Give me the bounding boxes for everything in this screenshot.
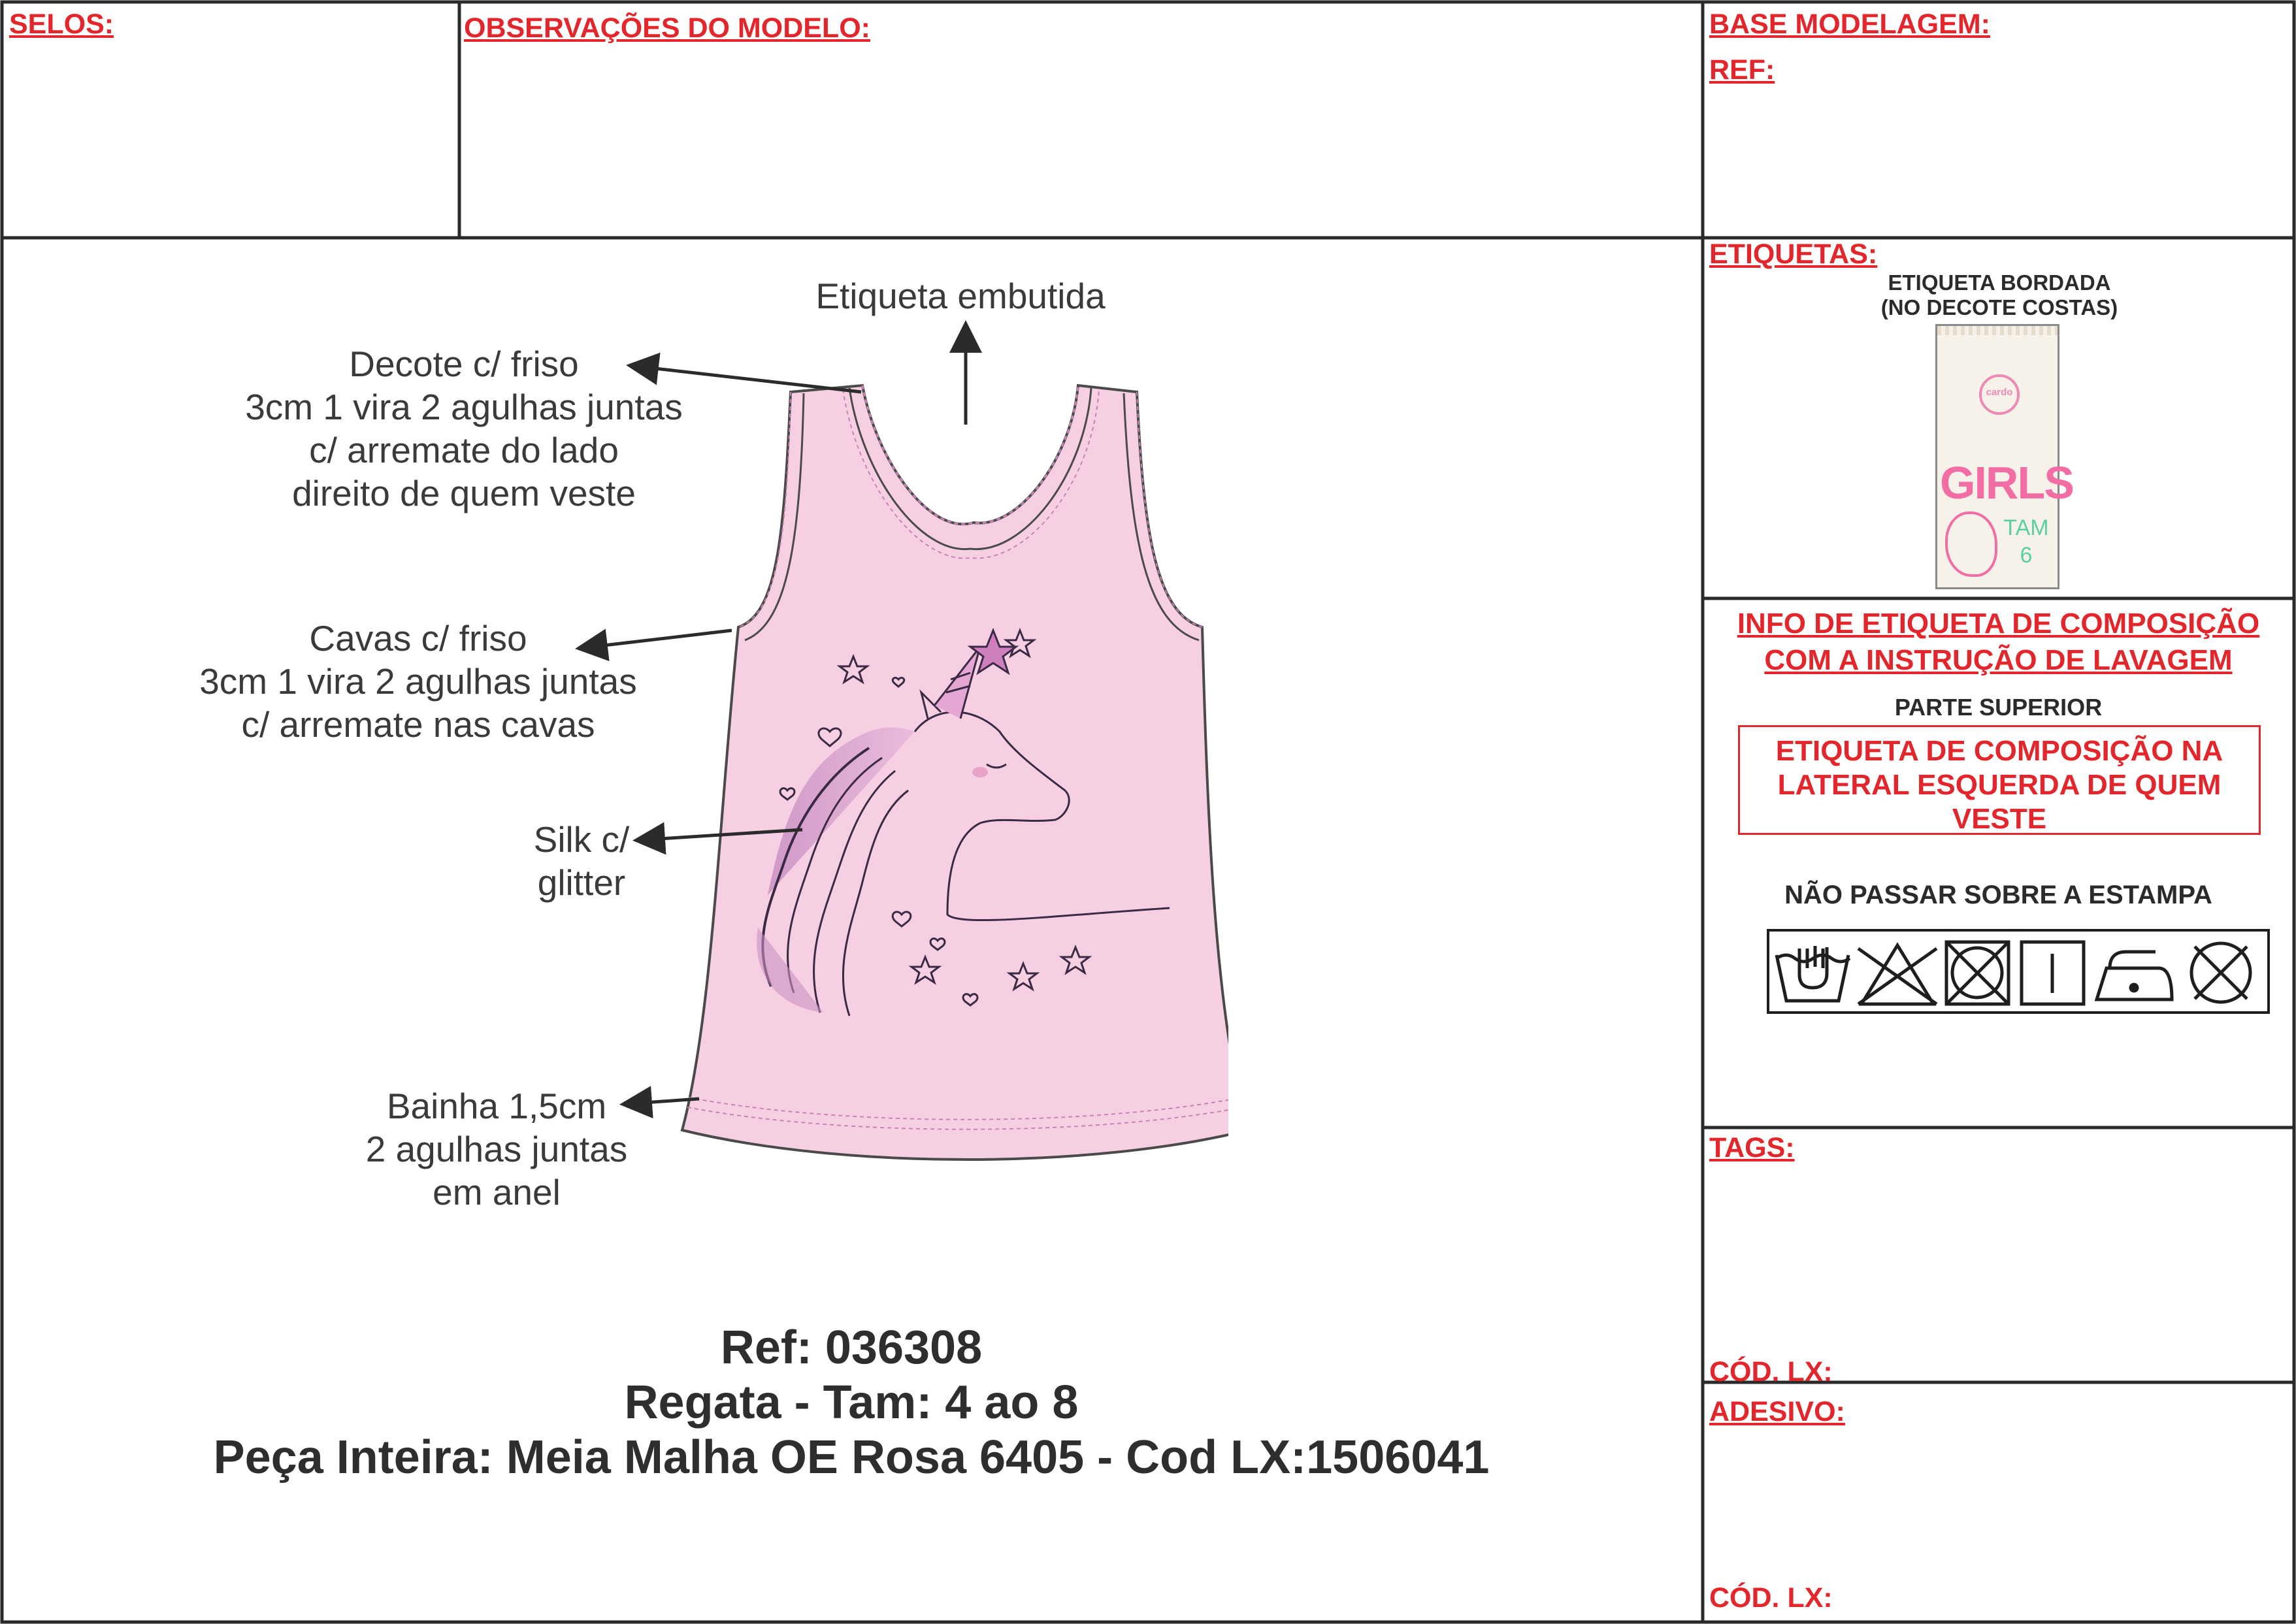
decote-annotation [222, 342, 706, 515]
care-symbols [1767, 929, 2270, 1014]
tam-text: TAM [2003, 515, 2049, 540]
embroidered-label-image [1935, 324, 2073, 589]
composicao-box [1738, 725, 2261, 835]
etiqueta-bordada-line1: ETIQUETA BORDADA [1888, 270, 2111, 295]
adesivo-cod-lx: CÓD. LX: [1709, 1582, 1833, 1614]
hand-wash-icon [1777, 946, 1850, 1001]
iron-low-icon [2097, 952, 2172, 999]
bainha-line-1: Bainha 1,5cm [386, 1086, 607, 1126]
cavas-line-2: 3cm 1 vira 2 agulhas juntas [199, 661, 637, 702]
product-name: Regata - Tam: 4 ao 8 [624, 1376, 1079, 1429]
etiqueta-embutida-label: Etiqueta embutida [815, 276, 1106, 316]
tags-title: TAGS: [1709, 1132, 1795, 1163]
composicao-box-line3: VESTE [1952, 803, 2047, 835]
no-bleach-icon [1858, 945, 1937, 1004]
unicorn-label-icon [1945, 512, 1997, 577]
brand-logo-text: cardo [1986, 387, 2013, 398]
composicao-box-line1: ETIQUETA DE COMPOSIÇÃO NA [1775, 735, 2223, 767]
ref-title: REF: [1709, 54, 1775, 86]
cavas-annotation [170, 617, 666, 746]
girls-text: GIRLS [1940, 457, 2073, 508]
adesivo-title: ADESIVO: [1709, 1396, 1845, 1427]
composicao-title-1: INFO DE ETIQUETA DE COMPOSIÇÃO [1737, 608, 2260, 640]
no-tumble-dry-icon [1946, 942, 2009, 1004]
size-text: 6 [2020, 543, 2033, 568]
bainha-line-2: 2 agulhas juntas [365, 1129, 628, 1169]
decote-line-4: direito de quem veste [292, 473, 636, 513]
silk-line-2: glitter [537, 862, 626, 903]
nao-passar-warning: NÃO PASSAR SOBRE A ESTAMPA [1784, 881, 2212, 909]
decote-line-2: 3cm 1 vira 2 agulhas juntas [245, 387, 683, 427]
etiqueta-bordada-line2: (NO DECOTE COSTAS) [1880, 295, 2118, 319]
parte-superior-label: PARTE SUPERIOR [1894, 694, 2103, 721]
tags-cod-lx: CÓD. LX: [1709, 1356, 1833, 1388]
selos-title: SELOS: [9, 8, 114, 40]
silk-annotation [503, 818, 660, 904]
observacoes-title: OBSERVAÇÕES DO MODELO: [464, 12, 870, 44]
etiquetas-title: ETIQUETAS: [1709, 238, 1878, 270]
cavas-line-3: c/ arremate nas cavas [241, 704, 595, 745]
silk-line-1: Silk c/ [533, 819, 630, 860]
composicao-title-2: COM A INSTRUÇÃO DE LAVAGEM [1764, 644, 2233, 676]
product-material: Peça Inteira: Meia Malha OE Rosa 6405 - Cod LX:1506041 [213, 1431, 1490, 1484]
decote-line-1: Decote c/ friso [349, 344, 579, 384]
cavas-line-1: Cavas c/ friso [309, 618, 527, 658]
product-ref: Ref: 036308 [720, 1322, 983, 1374]
bainha-annotation [327, 1084, 666, 1214]
decote-line-3: c/ arremate do lado [309, 430, 619, 470]
no-dry-clean-icon [2191, 943, 2250, 1002]
bainha-line-3: em anel [433, 1172, 561, 1212]
composicao-box-line2: LATERAL ESQUERDA DE QUEM [1777, 769, 2222, 801]
line-dry-icon [2022, 942, 2084, 1004]
base-modelagem-title: BASE MODELAGEM: [1709, 8, 1990, 40]
